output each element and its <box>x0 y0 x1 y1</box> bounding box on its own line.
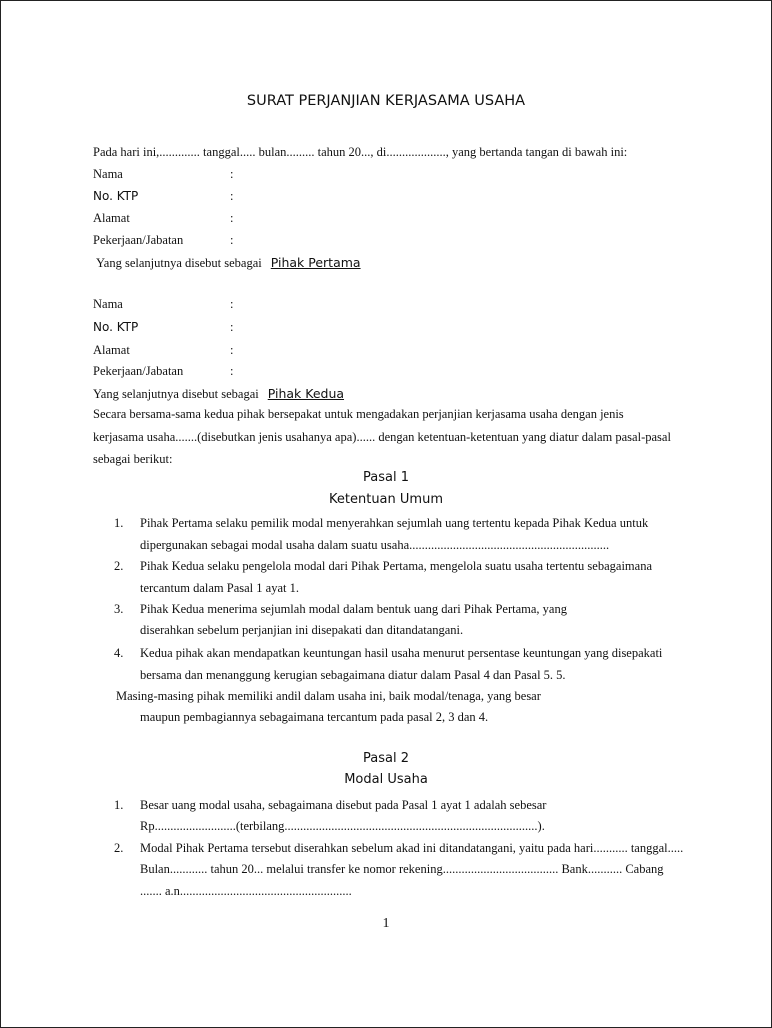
field-label: No. KTP <box>93 189 139 203</box>
agreement-line: sebagai berikut: <box>93 452 173 466</box>
list-number: 2. <box>114 841 124 855</box>
list-text: Besar uang modal usaha, sebagaimana disebut pada Pasal 1 ayat 1 adalah sebesar <box>140 798 547 812</box>
list-text: diserahkan sebelum perjanjian ini disepakati dan ditandatangani. <box>140 623 464 637</box>
party1-designation <box>96 254 361 272</box>
field-colon: : <box>230 167 234 181</box>
list-text: dipergunakan sebagai modal usaha dalam suatu usaha................................................................ <box>140 538 610 552</box>
field-colon: : <box>230 364 234 378</box>
field-label: Alamat <box>93 211 130 225</box>
list-text: tercantum dalam Pasal 1 ayat 1. <box>140 581 299 595</box>
page-number: 1 <box>382 916 390 931</box>
list-number: 2. <box>114 559 124 573</box>
list-text: Kedua pihak akan mendapatkan keuntungan hasil usaha menurut persentase keuntungan yang disepakati <box>140 646 663 660</box>
list-text: Pihak Kedua menerima sejumlah modal dalam bentuk uang dari Pihak Pertama, yang <box>140 602 567 616</box>
pasal1-heading: Pasal 1 <box>363 470 409 485</box>
pasal2-subheading: Modal Usaha <box>344 772 428 787</box>
designation-prefix: Yang selanjutnya disebut sebagai <box>96 256 262 270</box>
field-colon: : <box>230 211 234 225</box>
field-colon: : <box>230 233 234 247</box>
list-text: ....... a.n....................................................... <box>140 884 352 898</box>
field-label: Alamat <box>93 343 130 357</box>
list-number: 4. <box>114 646 124 660</box>
field-label: Nama <box>93 167 123 181</box>
list-text: bersama dan menanggung kerugian sebagaimana diatur dalam Pasal 4 dan Pasal 5. 5. <box>140 668 566 682</box>
list-text: Pihak Pertama selaku pemilik modal menyerahkan sejumlah uang tertentu kepada Pihak Kedua untuk <box>140 516 649 530</box>
party2-designation <box>93 385 344 403</box>
field-label: No. KTP <box>93 320 139 334</box>
pasal1-subheading: Ketentuan Umum <box>329 492 443 507</box>
designation-name: Pihak Pertama <box>270 255 361 270</box>
agreement-line: kerjasama usaha.......(disebutkan jenis usahanya apa)...... dengan ketentuan-ketentuan yang diatur dalam pasal-pasal <box>93 430 671 444</box>
designation-name: Pihak Kedua <box>267 386 345 401</box>
pasal2-heading: Pasal 2 <box>363 751 409 766</box>
field-label: Nama <box>93 297 123 311</box>
field-label: Pekerjaan/Jabatan <box>93 364 184 378</box>
list-text: Modal Pihak Pertama tersebut diserahkan sebelum akad ini ditandatangani, yaitu pada hari........... tanggal..... <box>140 841 684 855</box>
list-text: Pihak Kedua selaku pengelola modal dari Pihak Pertama, mengelola suatu usaha tertentu sebagaimana <box>140 559 652 573</box>
agreement-line: Secara bersama-sama kedua pihak bersepakat untuk mengadakan perjanjian kerjasama usaha dengan jenis <box>93 407 624 421</box>
designation-prefix: Yang selanjutnya disebut sebagai <box>93 387 259 401</box>
pasal1-closing-line: Masing-masing pihak memiliki andil dalam usaha ini, baik modal/tenaga, yang besar <box>116 689 541 703</box>
field-label: Pekerjaan/Jabatan <box>93 233 184 247</box>
field-colon: : <box>230 189 234 203</box>
list-number: 1. <box>114 516 124 530</box>
list-text: Rp..........................(terbilang.................................................................................). <box>140 819 545 833</box>
intro-line: Pada hari ini,............. tanggal..... bulan......... tahun 20..., di..................., yang bertanda tangan di bawah ini: <box>93 145 628 159</box>
list-text: Bulan............ tahun 20... melalui transfer ke nomor rekening..................................... Bank........... Cabang <box>140 862 664 876</box>
document-title: SURAT PERJANJIAN KERJASAMA USAHA <box>246 93 526 109</box>
list-number: 3. <box>114 602 124 616</box>
field-colon: : <box>230 297 234 311</box>
field-colon: : <box>230 343 234 357</box>
pasal1-closing-line: maupun pembagiannya sebagaimana tercantum pada pasal 2, 3 dan 4. <box>140 710 489 724</box>
list-number: 1. <box>114 798 124 812</box>
field-colon: : <box>230 320 234 334</box>
